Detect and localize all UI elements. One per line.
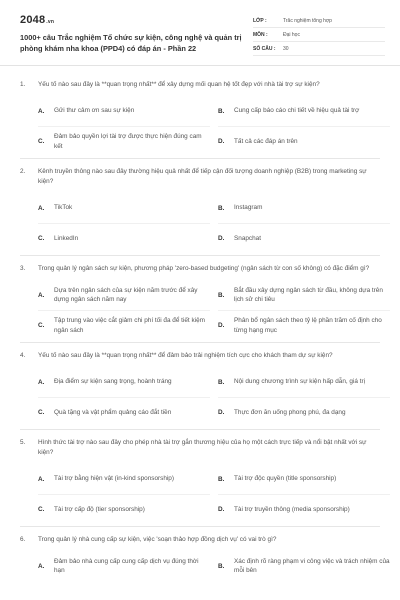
option-letter: A. <box>38 562 45 570</box>
option-text: Thực đơn ăn uống phong phú, đa dạng <box>234 408 346 416</box>
option-d[interactable] <box>218 126 390 156</box>
option-a[interactable] <box>38 96 210 126</box>
option-letter: B. <box>218 378 225 386</box>
question-number: 3. <box>20 265 26 272</box>
option-text: TikTok <box>54 204 73 212</box>
option-letter: D. <box>218 138 225 145</box>
option-b[interactable] <box>218 96 390 126</box>
question-number: 2. <box>20 168 26 175</box>
option-d[interactable] <box>218 223 390 253</box>
option-grid <box>38 193 376 253</box>
option-text: Tài trợ bằng hiện vật (in-kind sponsorship) <box>54 475 174 483</box>
option-letter: D. <box>218 506 225 513</box>
option-letter: A. <box>38 475 45 483</box>
option-c[interactable] <box>38 310 210 340</box>
question-divider <box>20 526 380 527</box>
option-text: Tài trợ cấp độ (tier sponsorship) <box>54 505 145 513</box>
site-logo[interactable] <box>20 14 54 26</box>
option-letter: B. <box>218 562 225 570</box>
option-a[interactable] <box>38 367 210 397</box>
option-c[interactable] <box>38 223 210 253</box>
option-letter: A. <box>38 107 45 115</box>
option-d[interactable] <box>218 397 390 427</box>
option-letter: A. <box>38 204 45 212</box>
question-divider <box>20 342 380 343</box>
question-number: 6. <box>20 536 26 543</box>
option-grid <box>38 280 383 340</box>
option-grid <box>38 551 390 581</box>
option-letter: D. <box>218 409 225 416</box>
option-letter: A. <box>38 291 45 299</box>
option-grid <box>38 96 376 156</box>
option-letter: D. <box>218 322 225 329</box>
meta-row-question-count <box>253 42 385 56</box>
option-a[interactable] <box>38 464 210 494</box>
option-b[interactable] <box>218 367 390 397</box>
meta-key: MÔN : <box>253 31 268 38</box>
question-text: Yếu tố nào sau đây là **quan trọng nhất** để đảm bảo trải nghiệm tích cực cho khách tham dự sự kiện? <box>38 352 333 359</box>
option-text: Dựa trên ngân sách của sự kiện năm trước để xây dựng ngân sách năm nay <box>54 286 198 303</box>
question-number: 5. <box>20 439 26 446</box>
question-text: Trong quản lý ngân sách sự kiện, phương pháp 'zero-based budgeting' (ngân sách từ con số không) có đặc điểm gì? <box>38 265 370 272</box>
document-header <box>0 0 400 66</box>
option-c[interactable] <box>38 126 210 156</box>
meta-key: LỚP : <box>253 17 267 24</box>
option-text: Snapchat <box>234 234 262 242</box>
option-text: LinkedIn <box>54 234 79 242</box>
meta-key: SỐ CÂU : <box>253 45 276 52</box>
question-divider <box>20 255 380 256</box>
document-title: 1000+ câu Trắc nghiệm Tổ chức sự kiện, công nghệ và quản trị phòng khám nha khoa (PPD4) có đáp án - Phần 22 <box>20 33 242 53</box>
question-text: Kênh truyền thông nào sau đây thường hiệu quả nhất để tiếp cận đối tượng doanh nghiệp (B2B) trong marketing sự kiện? <box>38 168 367 185</box>
question-stem <box>20 167 376 187</box>
option-d[interactable] <box>218 494 390 524</box>
question-divider <box>20 158 380 159</box>
option-text: Quà tặng và vật phẩm quảng cáo đắt tiền <box>54 408 172 416</box>
option-a[interactable] <box>38 280 210 310</box>
option-letter: B. <box>218 107 225 115</box>
question-text: Hình thức tài trợ nào sau đây cho phép nhà tài trợ gắn thương hiệu của họ một cách trực tiếp và nổi bật nhất với sự kiện? <box>38 439 367 456</box>
meta-value: Trắc nghiệm tổng hợp <box>283 17 332 24</box>
question-3 <box>0 264 400 340</box>
option-text: Instagram <box>234 204 263 212</box>
option-letter: B. <box>218 475 225 483</box>
option-text: Tất cả các đáp án trên <box>234 137 298 145</box>
question-stem <box>20 80 376 90</box>
option-letter: C. <box>38 409 45 416</box>
option-a[interactable] <box>38 551 210 581</box>
option-letter: C. <box>38 322 45 329</box>
option-text: Đảm bảo quyền lợi tài trợ được thực hiện đúng cam kết <box>54 133 202 150</box>
option-grid <box>38 367 376 427</box>
document-meta <box>253 14 385 56</box>
question-text: Yếu tố nào sau đây là **quan trọng nhất** để xây dựng mối quan hệ tốt đẹp với nhà tài trợ sự kiện? <box>38 81 320 88</box>
option-letter: B. <box>218 291 225 299</box>
option-c[interactable] <box>38 397 210 427</box>
option-letter: A. <box>38 378 45 386</box>
option-letter: C. <box>38 138 45 145</box>
option-text: Phân bổ ngân sách theo tỷ lệ phần trăm cố định cho từng hạng mục <box>234 317 382 334</box>
question-6 <box>0 535 400 581</box>
option-a[interactable] <box>38 193 210 223</box>
question-5 <box>0 438 400 524</box>
option-text: Đảm bảo nhà cung cấp cung cấp dịch vụ đúng thời hạn <box>54 557 199 574</box>
logo-suffix: .vn <box>46 19 55 25</box>
option-b[interactable] <box>218 464 390 494</box>
question-2 <box>0 167 400 253</box>
option-b[interactable] <box>218 551 390 581</box>
meta-row-class <box>253 14 385 28</box>
meta-value: Đại học <box>283 31 300 38</box>
option-b[interactable] <box>218 280 390 310</box>
meta-value: 30 <box>283 45 289 52</box>
question-stem <box>20 264 376 274</box>
question-divider <box>20 429 380 430</box>
question-stem <box>20 351 376 361</box>
option-text: Gửi thư cảm ơn sau sự kiện <box>54 107 135 115</box>
option-text: Tập trung vào việc cắt giảm chi phí tối đa để tiết kiệm ngân sách <box>54 317 205 334</box>
option-text: Xác định rõ ràng phạm vi công việc và trách nhiệm của mỗi bên <box>234 557 390 574</box>
option-text: Nội dung chương trình sự kiện hấp dẫn, giá trị <box>234 378 366 386</box>
question-stem <box>20 438 376 458</box>
option-b[interactable] <box>218 193 390 223</box>
question-number: 1. <box>20 81 26 88</box>
option-letter: D. <box>218 235 225 242</box>
option-text: Bắt đầu xây dựng ngân sách từ đầu, không dựa trên lịch sử chi tiêu <box>234 286 383 303</box>
question-text: Trong quản lý nhà cung cấp sự kiện, việc 'soạn thảo hợp đồng dịch vụ' có vai trò gì? <box>38 536 277 543</box>
option-letter: C. <box>38 235 45 242</box>
question-number: 4. <box>20 352 26 359</box>
question-stem <box>20 535 376 545</box>
option-d[interactable] <box>218 310 390 340</box>
option-c[interactable] <box>38 494 210 524</box>
option-text: Tài trợ truyền thông (media sponsorship) <box>234 505 350 513</box>
option-text: Cung cấp báo cáo chi tiết về hiệu quả tài trợ <box>234 107 360 115</box>
option-grid <box>38 464 376 524</box>
question-4 <box>0 351 400 427</box>
option-text: Địa điểm sự kiện sang trọng, hoành tráng <box>54 378 172 386</box>
option-text: Tài trợ độc quyền (title sponsorship) <box>234 475 337 483</box>
option-letter: B. <box>218 204 225 212</box>
logo-text: 2048 <box>20 14 46 26</box>
question-list <box>0 80 400 581</box>
meta-row-subject <box>253 28 385 42</box>
option-letter: C. <box>38 506 45 513</box>
question-1 <box>0 80 400 156</box>
